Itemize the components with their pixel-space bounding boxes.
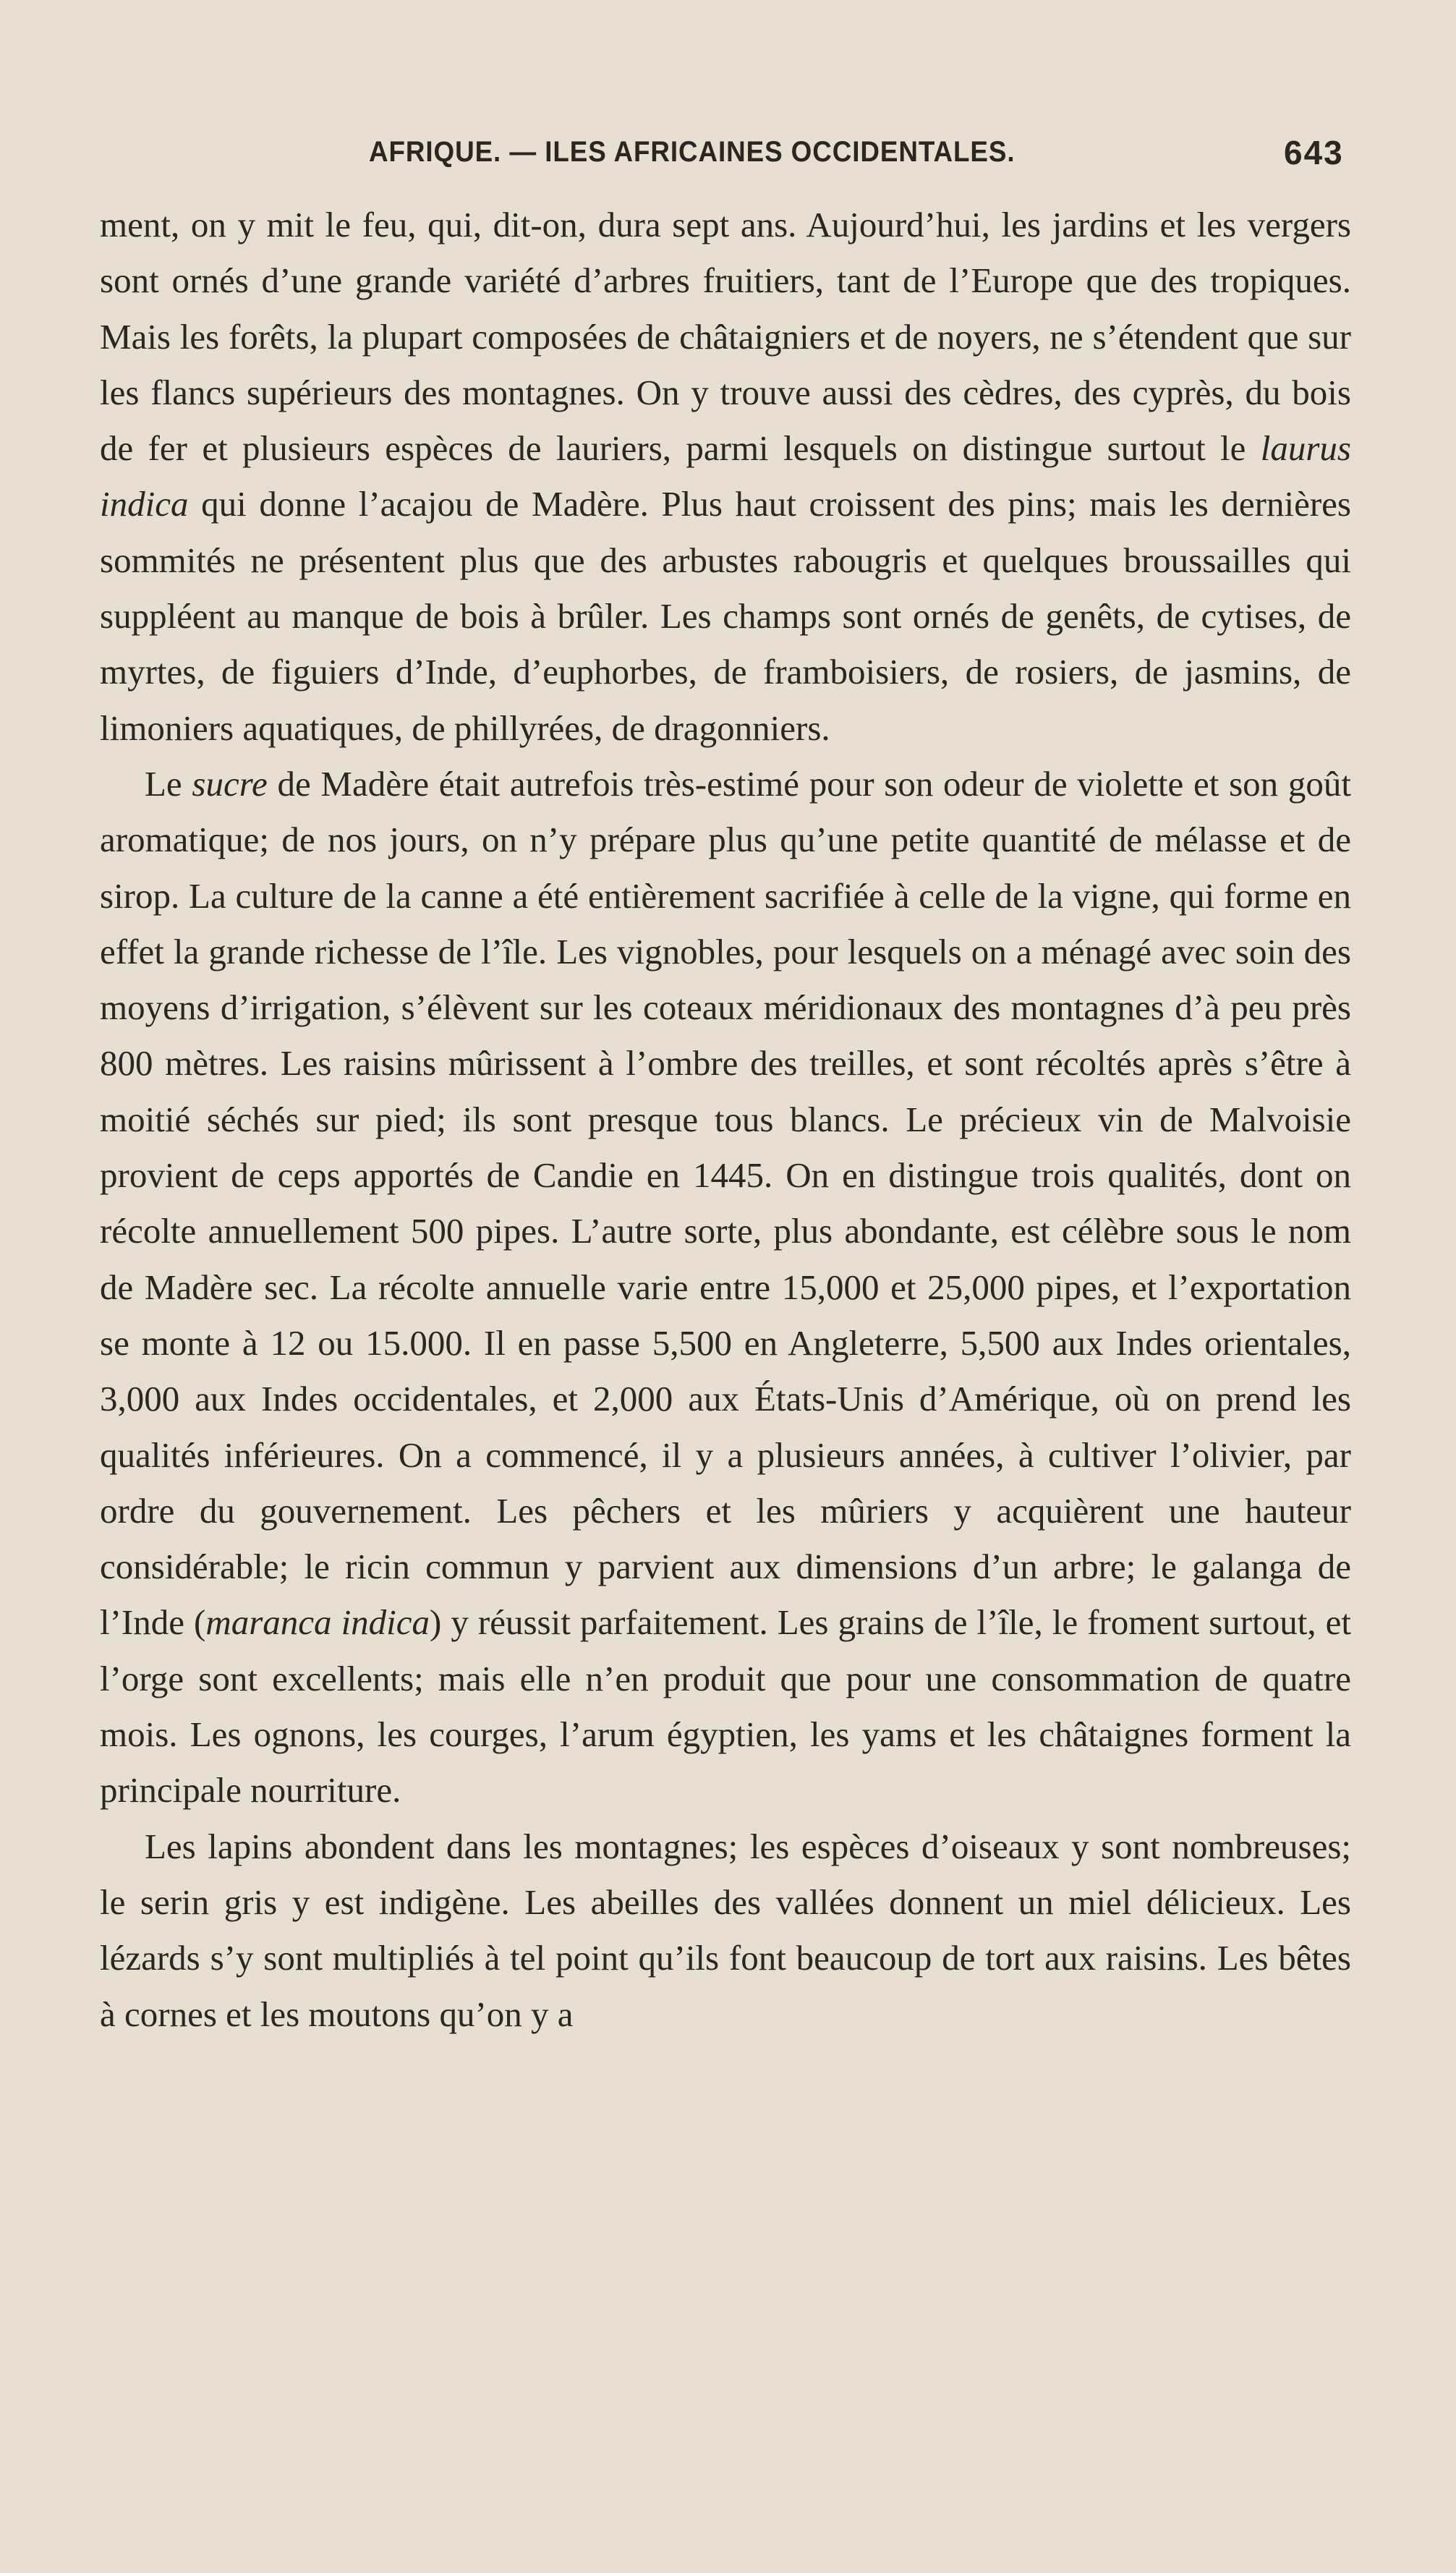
page-number: 643 <box>1284 134 1344 171</box>
body-text <box>100 197 1351 2042</box>
paragraph-2-text-a: Le <box>145 763 192 804</box>
paragraph-2-text-c: ) y réussit parfaitement. Les grains de l’île, le froment surtout, et l’orge sont excellents; mais elle n’en produit que pour une consommation de quatre mois. Les ognons, les courges, l’arum égyptien, les yams et les châtaignes forment la principale nourriture. <box>100 1602 1351 1811</box>
header-title: AFRIQUE. — ILES AFRICAINES OCCIDENTALES. <box>369 136 1016 168</box>
paragraph-1 <box>100 197 1351 756</box>
paragraph-2 <box>100 756 1351 1819</box>
paragraph-1-text-b: qui donne l’acajou de Madère. Plus haut croissent des pins; mais les dernières sommités ne présentent plus que des arbustes rabougris et quelques broussailles qui suppléent au manque de bois à brûler. Les champs sont ornés de genêts, de cytises, de myrtes, de figuiers d’Inde, d’euphorbes, de framboisiers, de rosiers, de jasmins, de limoniers aquatiques, de phillyrées, de dragonniers. <box>100 484 1351 748</box>
paragraph-1-italic-term: laurus indica <box>100 428 1351 524</box>
paragraph-2-text-b: de Madère était autrefois très-estimé pour son odeur de violette et son goût aromatique; de nos jours, on n’y prépare plus qu’une petite quantité de mélasse et de sirop. La culture de la canne a été entièrement sacrifiée à celle de la vigne, qui forme en effet la grande richesse de l’île. Les vignobles, pour lesquels on a ménagé avec soin des moyens d’irrigation, s’élèvent sur les coteaux méridionaux des montagnes d’à peu près 800 mètres. Les raisins mûrissent à l’ombre des treilles, et sont récoltés après s’être à moitié séchés sur pied; ils sont presque tous blancs. Le précieux vin de Malvoisie provient de ceps apportés de Candie en 1445. On en distingue trois qualités, dont on récolte annuellement 500 pipes. L’autre sorte, plus abondante, est célèbre sous le nom de Madère sec. La récolte annuelle varie entre 15,000 et 25,000 pipes, et l’exportation se monte à 12 ou 15.000. Il en passe 5,500 en Angleterre, 5,500 aux Indes orientales, 3,000 aux Indes occidentales, et 2,000 aux États-Unis d’Amérique, où on prend les qualités inférieures. On a commencé, il y a plusieurs années, à cultiver l’olivier, par ordre du gouvernement. Les pêchers et les mûriers y acquièrent une hauteur considérable; le ricin commun y parvient aux dimensions d’un arbre; le galanga de l’Inde ( <box>100 763 1351 1643</box>
paragraph-2-italic-sucre: sucre <box>192 763 268 804</box>
paragraph-1-text-a: ment, on y mit le feu, qui, dit-on, dura sept ans. Aujourd’hui, les jardins et les vergers sont ornés d’une grande variété d’arbres fruitiers, tant de l’Europe que des tropiques. Mais les forêts, la plupart composées de châtaigniers et de noyers, ne s’étendent que sur les flancs supérieurs des montagnes. On y trouve aussi des cèdres, des cyprès, du bois de fer et plusieurs espèces de lauriers, parmi lesquels on distingue surtout le <box>100 205 1351 469</box>
paragraph-2-italic-maranca: maranca indica <box>205 1602 430 1643</box>
paragraph-3: Les lapins abondent dans les montagnes; les espèces d’oiseaux y sont nombreuses; le serin gris y est indigène. Les abeilles des vallées donnent un miel délicieux. Les lézards s’y sont multipliés à tel point qu’ils font beaucoup de tort aux raisins. Les bêtes à cornes et les moutons qu’on y a <box>100 1826 1351 2034</box>
running-header <box>0 136 1456 187</box>
